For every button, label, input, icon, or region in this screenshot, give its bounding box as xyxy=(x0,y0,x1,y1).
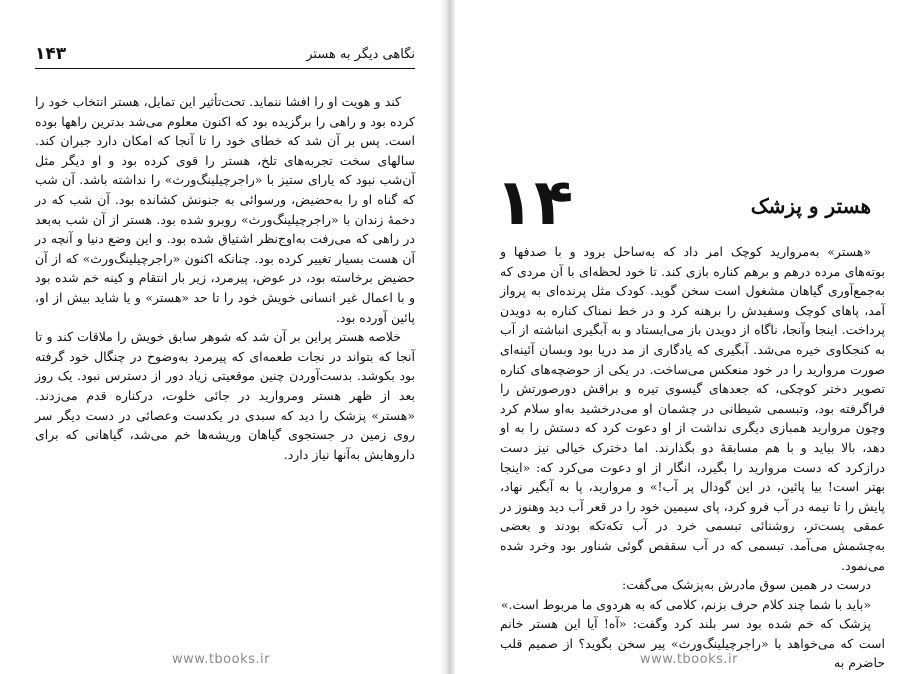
running-head xyxy=(35,44,415,66)
right-page-body xyxy=(500,242,885,673)
left-page-body xyxy=(35,92,415,464)
left-paragraph-2: خلاصه هستر پراین بر آن شد که شوهر سابق خویش را ملاقات کند و تا آنجا که بتواند در نجات طعمه‌ای که پیرمرد به‌وضوح در چنگال خود گرفته بود بکوشد. بدست‌آوردن چنین موقعیتی زیاد دور از دسترس نبود. یک روز بعد از ظهر هستر ومروارید در جائی خلوت، درکناره قدم می‌زدند. «هستر» پزشک را دید که سبدی در یکدست وعصائی در دست دیگر سر روی زمین در جستجوی گیاهان وریشه‌ها خم می‌شد، گیاهانی که برای داروهایش به‌آنها نیاز دارد. xyxy=(35,329,415,462)
right-paragraph-2: درست در همین سوق مادرش به‌پزشک می‌گفت: xyxy=(622,577,871,593)
right-paragraph-1: «هستر» به‌مروارید کوچک امر داد که به‌ساحل برود و با صدفها و بوته‌های مرده درهم و برهم کناره بازی کند. تا خود لحظه‌ای با آن مردی که به‌جمع‌آوری گیاهان مشغول است سخن گوید. کودک مثل پرنده‌ای به پرواز آمد، پاهای کوچک وسفیدش را برهنه کرد و در خط نمناک کناره به دویدن پرداخت. اینجا وآنجا، ناگاه از دویدن باز می‌ایستاد و به آبگیری انباشته از آب به کنجکاوی خیره می‌شد. آبگیری که یادگاری از مد دریا بود وبسان آئینه‌ای صورت مروارید را در خود منعکس می‌ساخت. در یکی از حوضچه‌های کناره تصویر دختر کوچکی، که جعدهای گیسوی تیره و براقش دورصورتش را فراگرفته بود، وتبسمی شیطانی در چشمان او می‌درخشید به‌او سلام کرد وچون مروارید همبازی دیگری نداشت از او دعوت کرد که دستش را به او دهد، بالا بیاید و با هم مسابقهٔ دو بگذارند. اما دخترک خیالی نیز دست درازکرد که دست مروارید را بگیرد، انگار از او دعوت می‌کرد که: «اینجا بهتر است! بیا پائین، در این گودال پر آب!» و مروارید، پا به آبگیر نهاد، پایش را تا نیمه در آب فرو کرد، پای سیمین خود را در قعر آب دید وهنوز در عمقی پست‌تر، روشنائی تبسمی خرد در آب تکه‌تکه بودند و بعضی به‌چشمش می‌آمد. تبسمی که در آب سقفص گوئی شناور بود وخرد شده می‌نمود. xyxy=(500,244,885,573)
page-number: ۱۴۳ xyxy=(35,44,67,64)
chapter-number: ۱۴ xyxy=(495,166,574,240)
right-paragraph-4: پزشک که خم شده بود سر بلند کرد وگفت: «آه! آیا این هستر خانم است که می‌خواهد با «راجرچیلینگ‌ورث» پیر سخن بگوید؟ از صمیم قلب حاضرم به xyxy=(500,616,885,671)
watermark: www.tbooks.ir xyxy=(172,652,270,667)
chapter-title: هستر و پزشک xyxy=(750,194,871,218)
right-paragraph-3: «باید با شما چند کلام حرف بزنم، کلامی که به هردوی ما مربوط است.» xyxy=(500,596,871,612)
header-rule xyxy=(35,68,415,69)
running-title: نگاهی دیگر به هستر xyxy=(306,47,415,62)
left-paragraph-1: کند و هویت او را افشا ننماید. تحت‌تأثیر این تمایل، هستر انتخاب خود را کرده بود و راهی را برگزیده بود که اکنون معلوم می‌شد بدترین راهها بوده است. پس بر آن شد که خطای خود را تا آنجا که امکان دارد جبران کند. سالهای سخت تجربه‌های تلخ، هستر را قوی کرده بود و او دیگر مثل آن‌شب نبود که یارای ستیز با «راجرچیلینگ‌ورث» را نداشته باشد. آن شب که گناه او را به‌حضیض، ورسوائی به جنونش کشانده بود. آن شب که در دخمهٔ زندان با «راجرچیلینگ‌ورث» روبرو شده بود. هستر از آن شب به‌بعد در راهی که می‌رفت به‌اوج‌نظر اشتیاق شده بود. و این وضع دنیا و آنچه در آن هست بسیار تغییر کرده بود. چنانکه اکنون «راجرچیلینگ‌ورث» که از آن حضیض برخاسته بود، در عوض، پیرمرد، زیر بار انتقام و کینه خم شده بود و با اعمال غیر انسانی خویش خود را تا حد «هستر» و یا شاید بیش از او، پائین آورده بود. xyxy=(35,94,415,325)
book-gutter-shadow-left xyxy=(440,0,450,674)
book-gutter-shadow-right xyxy=(450,0,456,674)
watermark: www.tbooks.ir xyxy=(640,652,738,667)
